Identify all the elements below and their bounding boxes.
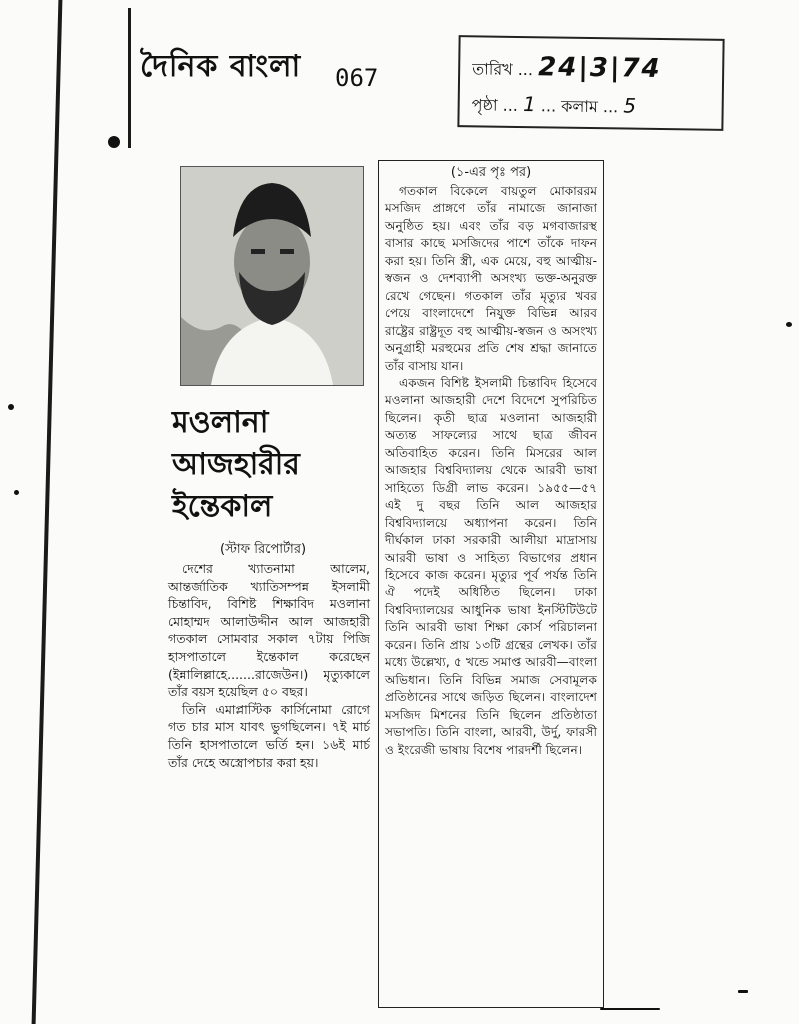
date-stamp: তারিখ ... 24|3|74 পৃষ্ঠা ... 1 ... কলাম ... 5 bbox=[457, 35, 724, 131]
article-right-column bbox=[378, 160, 604, 1008]
ink-speck bbox=[600, 1008, 660, 1010]
column-value: 5 bbox=[623, 93, 637, 118]
portrait-photo bbox=[180, 166, 364, 386]
page-value: 1 bbox=[522, 92, 536, 117]
article-body-right bbox=[385, 183, 597, 759]
article-body-left bbox=[168, 560, 370, 771]
ink-speck bbox=[738, 990, 748, 993]
article-left-column bbox=[162, 152, 374, 837]
paragraph: গতকাল বিকেলে বায়তুল মোকাররম মসজিদ প্রাঙ্গণে তাঁর নামাজে জানাজা অনুষ্ঠিত হয়। এবং তাঁর বড় মগবাজারস্থ বাসার কাছে মসজিদের পাশে তাঁকে দাফন করা হয়। তিনি স্ত্রী, এক মেয়ে, বহু আত্মীয়-স্বজন ও দেশব্যাপী অসংখ্য ভক্ত-অনুরক্ত রেখে গেছেন। গতকাল তাঁর মৃত্যুর খবর পেয়ে বাংলাদেশে নিযুক্ত বিভিন্ন আরব রাষ্ট্রের রাষ্ট্রদূত বহু আত্মীয়-স্বজন ও অসংখ্য অনুগ্রাহী মরহুমের প্রতি শেষ শ্রদ্ধা জানাতে তাঁর বাসায় যান। bbox=[385, 184, 597, 373]
clipping-serial-number: 067 bbox=[335, 64, 379, 92]
paragraph: তিনি এমাপ্লাস্টিক কার্সিনোমা রোগে গত চার মাস যাবৎ ভুগছিলেন। ৭ই মার্চ তিনি হাসপাতালে ভর্তি হন। ১৬ই মার্চ তাঁর দেহে অস্ত্রোপচার করা হয়। bbox=[168, 701, 370, 770]
article-headline bbox=[172, 402, 372, 528]
ink-speck bbox=[108, 136, 120, 148]
newspaper-masthead: দৈনিক বাংলা bbox=[140, 49, 302, 84]
ink-speck bbox=[14, 490, 19, 495]
continued-from-label: (১-এর পৃঃ পর) bbox=[450, 165, 532, 180]
page-label: পৃষ্ঠা ... bbox=[471, 95, 519, 115]
byline: (স্টাফ রিপোর্টার) bbox=[220, 542, 307, 557]
paragraph: একজন বিশিষ্ট ইসলামী চিন্তাবিদ হিসেবে মওলানা আজহারী দেশে বিদেশে সুপরিচিত ছিলেন। কৃতী ছাত্র মওলানা আজহারী অত্যন্ত সাফল্যের সাথে ছাত্র জীবন অতিবাহিত করেন। তিনি মিসরের আল আজহার বিশ্ববিদ্যালয় থেকে আরবী ভাষা সাহিত্যে ডিগ্রী লাভ করেন। ১৯৫৫—৫৭ এই দু বছর তিনি আল আজহার বিশ্ববিদ্যালয়ে অধ্যাপনা করেন। তিনি দীর্ঘকাল ঢাকা সরকারী আলীয়া মাদ্রাসায় আরবী ভাষা ও সাহিত্য বিভাগের প্রধান হিসেবে কাজ করেন। মৃত্যুর পূর্ব পর্যন্ত তিনি ঐ পদেই অধিষ্ঠিত ছিলেন। ঢাকা বিশ্ববিদ্যালয়ের আধুনিক ভাষা ইনস্টিটিউটে তিনি আরবী ভাষা শিক্ষা কোর্স পরিচালনা করেন। তিনি প্রায় ১৩টি গ্রন্থের লেখক। তাঁর মধ্যে উল্লেখ্য, ৫ খন্ডে সমাপ্ত আরবী—বাংলা অভিধান। তিনি বিভিন্ন সমাজ সেবামূলক প্রতিষ্ঠানের সাথে জড়িত ছিলেন। বাংলাদেশ মসজিদ মিশনের তিনি ছিলেন প্রতিষ্ঠাতা সভাপতি। তিনি বাংলা, আরবী, উর্দু, ফারসী ও ইংরেজী ভাষায় বিশেষ পারদর্শী ছিলেন। bbox=[385, 375, 597, 757]
ink-speck bbox=[786, 322, 792, 327]
ink-speck bbox=[8, 404, 14, 410]
paragraph: দেশের খ্যাতনামা আলেম, আন্তর্জাতিক খ্যাতিসম্পন্ন ইসলামী চিন্তাবিদ, বিশিষ্ট শিক্ষাবিদ মওলানা মোহাম্মদ আলাউদ্দীন আল আজহারী গতকাল সোমবার সকাল ৭টায় পিজি হাসপাতালে ইন্তেকাল করেছেন (ইন্নালিল্লাহে.......রাজেউন।) মৃত্যুকালে তাঁর বয়স হয়েছিল ৫০ বছর। bbox=[168, 561, 370, 700]
column-label: কলাম bbox=[561, 96, 598, 117]
portrait-image bbox=[181, 167, 363, 385]
headline-line: মওলানা bbox=[172, 405, 269, 440]
margin-line bbox=[32, 0, 63, 1024]
margin-line-upper bbox=[128, 8, 131, 148]
date-value: 24|3|74 bbox=[537, 52, 662, 84]
headline-line: আজহারীর bbox=[172, 447, 300, 482]
headline-line: ইন্তেকাল bbox=[172, 489, 273, 524]
date-label: তারিখ ... bbox=[472, 59, 534, 80]
